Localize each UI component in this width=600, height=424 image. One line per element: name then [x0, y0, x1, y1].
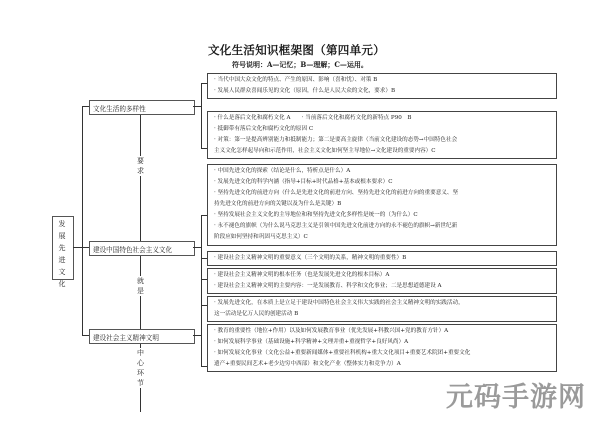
content-line: 阶段应如何坚持和巩固马克思主义）C	[214, 234, 308, 240]
content-line: · 永不褪色的旗帜（为什么说马克思主义是引领中国先进文化前进方向的永不褪色的旗帜→新世纪新	[214, 223, 458, 229]
diagram-title: 文化生活知识框架图（第四单元）	[208, 43, 385, 57]
content-line: · 抵御带有落后文化和腐朽文化的原因 C	[214, 126, 314, 132]
trunk-to-node-1	[82, 106, 89, 107]
content-line: · 什么是落后文化和腐朽文化 A · 当前落后文化和腐朽文化的新特点 P90 B	[214, 115, 412, 121]
content-line: · 对策：第一是提高辨别能力和抵制能力；第二是要高主旋律（当前文化建设的态势→中国特色社会	[214, 137, 458, 143]
content-line: · 建设社会主义精神文明的主要内容：一是发展教育、科学和文化事业；二是思想道德建设 A	[214, 283, 442, 289]
content-box-backward-culture	[207, 111, 557, 159]
symbol-legend: 符号说明：A—记忆；B—理解；C—运用。	[232, 60, 368, 69]
content-line: · 建设社会主义精神文明的根本任务（也是发展先进文化的根本目标）A	[214, 272, 390, 278]
watermark-logo: 元码手游网	[446, 382, 586, 413]
trunk-line	[82, 106, 83, 335]
content-line: 遗产+重要民间艺术+老少边穷中西部）和文化产业（整体实力和竞争力）A	[214, 361, 401, 367]
node-label: 文化生活的多样性	[93, 105, 146, 113]
content-line: 这一活动是亿万人民的创建活动 B	[214, 311, 299, 317]
content-line: · 教育的重要性（地位+作用）以及如何发展教育事业（优先发展+科教兴国+党的教育方针）A	[214, 328, 449, 334]
content-line: · 如何发展文化事业（文化公益+重要新闻媒体+重要社科机构+重大文化项目+重要艺术院团+重要文化	[214, 350, 471, 356]
connector-label-require: 要求	[137, 157, 144, 175]
bracket-1	[201, 83, 202, 148]
content-line: · 发展先进文化的科学内涵（指导+目标+时代品格+基本或根本要求）C	[214, 179, 393, 185]
branch-2	[193, 247, 201, 248]
content-line: · 当代中国大众文化的特点、产生的原因、影响（喜和忧）、对策 B	[214, 77, 378, 83]
content-line: 主义文化怎样起导向和示范作用，社会主义文化如何坚主导地位→文化建设的重要内容）C	[214, 148, 436, 154]
node-cultural-diversity	[89, 100, 195, 115]
content-line: · 发展人民群众喜闻乐见的文化（原因，什么是人民大众的文化，要求）B	[214, 88, 396, 94]
branch-3	[193, 335, 201, 336]
root-connector	[73, 247, 82, 248]
branch-1	[193, 106, 201, 107]
content-box-education-science	[207, 324, 557, 372]
content-line: · 如何发展科学事业（基础设施+科学精神+文理并重+重视哲学+良好风尚）A	[214, 339, 409, 345]
content-line: · 坚持发展社会主义文化的主导地位和和坚持先进文化多样性是统一的（为什么）C	[214, 212, 418, 218]
connector-label-key: 就是	[137, 277, 144, 295]
trunk-to-node-3	[82, 335, 89, 336]
node-label: 建设中国特色社会主义文化	[93, 246, 173, 254]
content-line: · 建设社会主义精神文明的重要意义（三个文明的关系，精神文明的重要性）B	[214, 255, 407, 261]
content-line: · 坚持先进文化的前进方向（什么是先进文化的前进方向、坚持先进文化的前进方向的重要意义、坚	[214, 190, 459, 196]
content-box-essence	[207, 296, 557, 322]
trunk-to-node-2	[82, 247, 89, 248]
content-line: 持先进文化的前进方向的关键以及为什么是关键）B	[214, 201, 342, 207]
content-box-significance	[207, 251, 557, 266]
bracket-3	[201, 258, 202, 366]
node-socialist-culture	[89, 241, 195, 256]
node-label: 建设社会主义精神文明	[93, 334, 159, 342]
content-line: · 中国先进文化的探索（结论是什么，特析点是什么）A	[214, 168, 351, 174]
content-box-mass-culture	[207, 73, 557, 99]
content-line: · 发展先进文化，在本质上是立足于建设中国特色社会主义伟大实践的社会主义精神文明的实践活动，	[214, 300, 464, 306]
root-box-label: 发展先进文化	[58, 220, 66, 288]
node-spiritual-civilization	[89, 329, 195, 344]
content-box-tasks	[207, 268, 557, 294]
connector-label-central: 中心环节	[137, 349, 144, 387]
root-box	[52, 216, 74, 288]
content-box-advanced-culture	[207, 164, 557, 246]
